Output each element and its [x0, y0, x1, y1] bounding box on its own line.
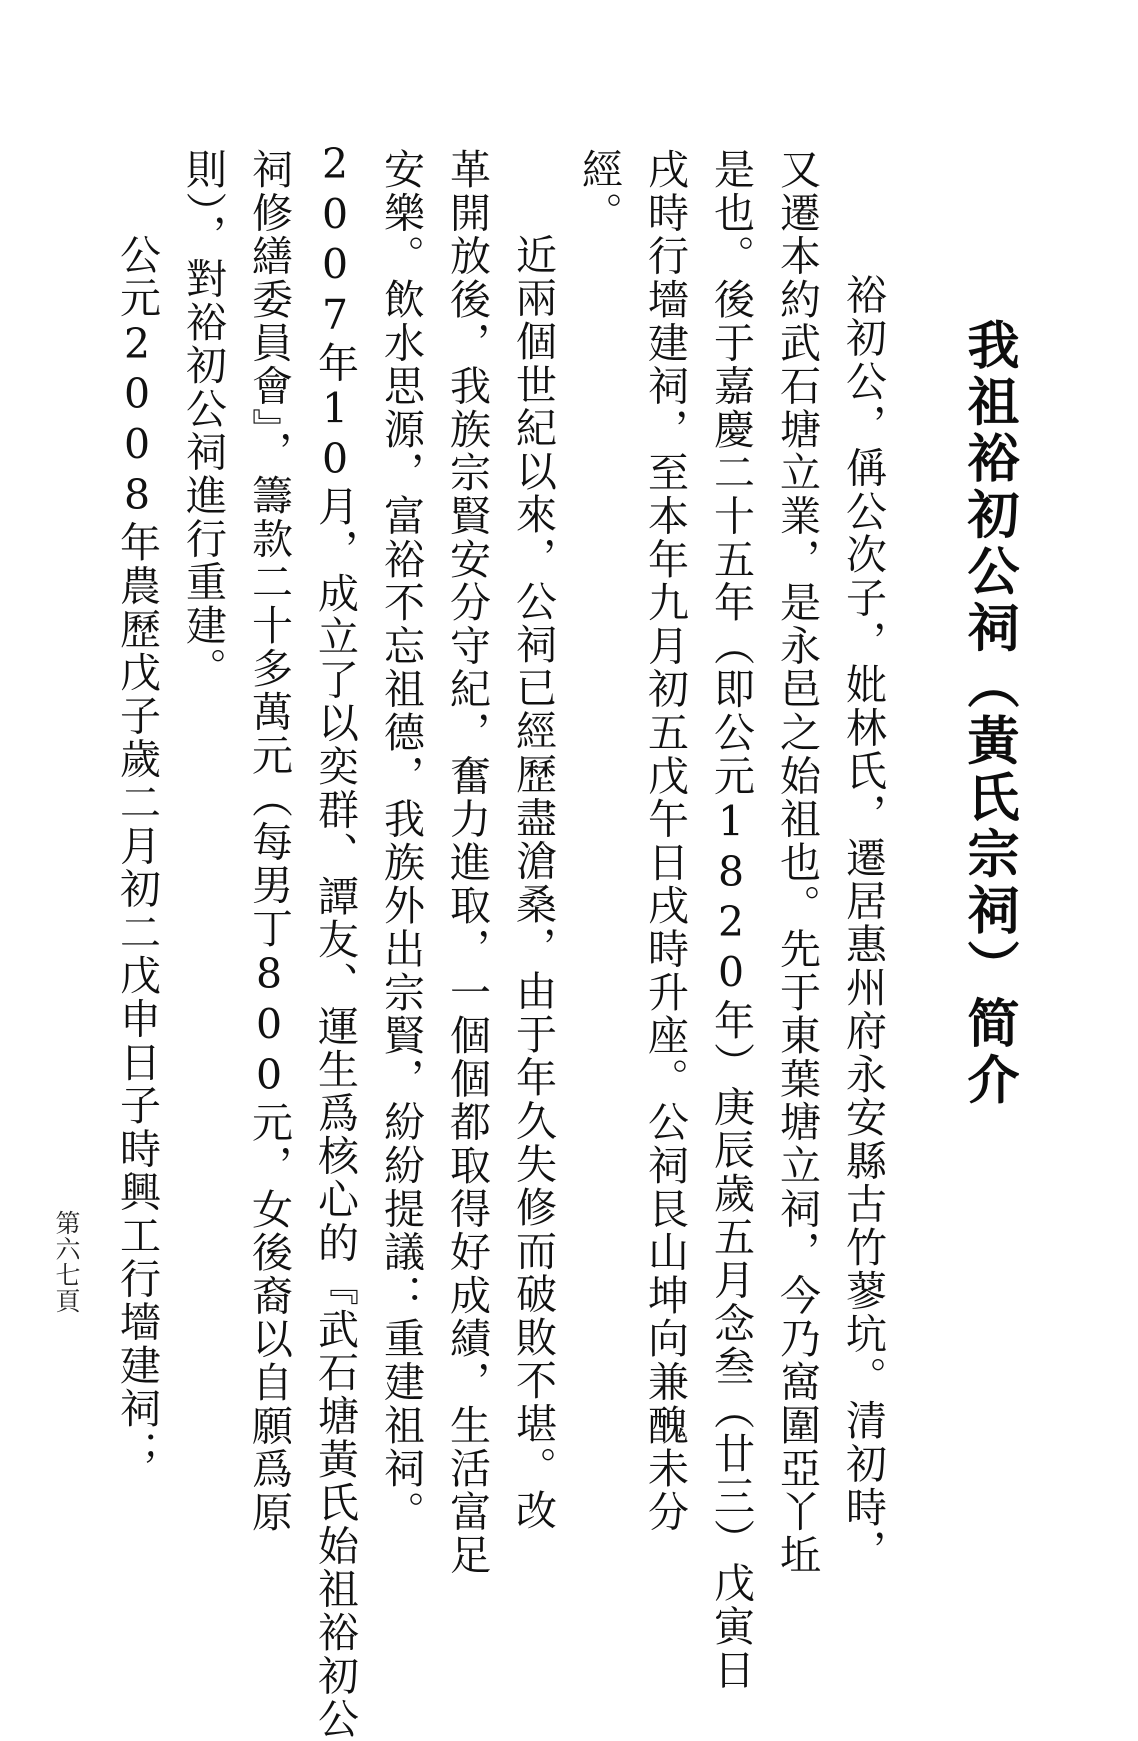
text-column-8: 安樂。飲水思源，富裕不忘祖德，我族外出宗賢，紛紛提議：重建祖祠。 — [377, 148, 425, 1534]
text-column-2: 又遷本約武石塘立業，是永邑之始祖也。先于東葉塘立祠，今乃窩圍亞丫坵 — [773, 148, 821, 1577]
page-title: 我祖裕初公祠（黃氏宗祠）简介 — [958, 318, 1018, 1109]
text-column-4: 戌時行墻建祠，至本年九月初五戊午日戌時升座。公祠艮山坤向兼醜未分 — [641, 148, 689, 1534]
text-column-3: 是也。後于嘉慶二十五年（即公元1820年）庚辰歲五月念叁（廿三）戊寅日 — [707, 148, 755, 1692]
text-column-10: 祠修繕委員會』，籌款二十多萬元（每男丁800元，女後裔以自願爲原 — [245, 148, 293, 1535]
text-column-12: 公元2008年農歷戊子歲二月初二戊申日子時興工行墻建祠； — [113, 190, 161, 1474]
text-column-1: 裕初公，偁公次子，妣林氏，遷居惠州府永安縣古竹蓼坑。清初時， — [839, 230, 887, 1573]
text-column-6: 近兩個世紀以來，公祠已經歷盡滄桑，由于年久失修而破敗不堪。改 — [509, 190, 557, 1533]
text-column-5: 經。 — [575, 148, 623, 235]
text-column-11: 則），對裕初公祠進行重建。 — [179, 148, 227, 691]
text-column-9: 2007年10月，成立了以奕群、譚友、運生爲核心的『武石塘黃氏始祖裕初公 — [311, 140, 359, 1741]
page-number: 第六七頁 — [52, 1210, 81, 1314]
text-column-7: 革開放後，我族宗賢安分守紀，奮力進取，一個個都取得好成績，生活富足 — [443, 148, 491, 1577]
